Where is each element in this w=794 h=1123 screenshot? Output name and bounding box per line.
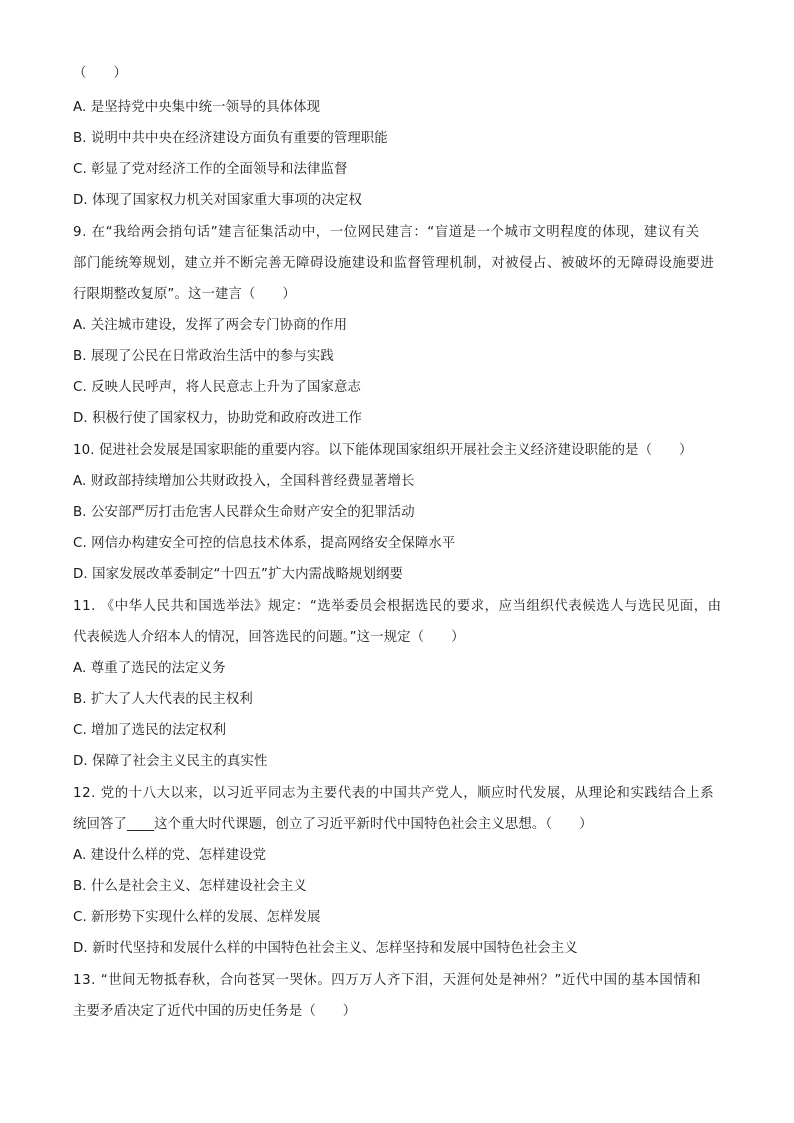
q11-option-b: B. 扩大了人大代表的民主权利 (73, 692, 253, 707)
q12-option-b: B. 什么是社会主义、怎样建设社会主义 (73, 879, 307, 894)
q10-option-a: A. 财政部持续增加公共财政投入，全国科普经费显著增长 (73, 474, 415, 489)
q13-stem-line-2: 主要矛盾决定了近代中国的历史任务是（ ） (73, 1004, 357, 1019)
q8-stem-tail: （ ） (73, 66, 127, 81)
q10-option-c: C. 网信办构建安全可控的信息技术体系，提高网络安全保障水平 (73, 536, 456, 551)
q11-stem-line-2: 代表候选人介绍本人的情况，回答选民的问题。”这一规定（ ） (73, 630, 465, 645)
q8-option-d: D. 体现了国家权力机关对国家重大事项的决定权 (73, 193, 362, 208)
q11-option-d: D. 保障了社会主义民主的真实性 (73, 754, 268, 769)
q11-stem-line-1: 11. 《中华人民共和国选举法》规定：“选举委员会根据选民的要求，应当组织代表候选人与选民见面，由 (73, 599, 722, 614)
q13-stem-line-1: 13. “世间无物抵春秋，合向苍冥一哭休。四万万人齐下泪，天涯何处是神州？”近代中国的基本国情和 (73, 973, 702, 988)
q12-stem-line-1: 12. 党的十八大以来，以习近平同志为主要代表的中国共产党人，顺应时代发展，从理论和实践结合上系 (73, 786, 715, 801)
q12-option-d: D. 新时代坚持和发展什么样的中国特色社会主义、怎样坚持和发展中国特色社会主义 (73, 941, 578, 956)
q12-option-a: A. 建设什么样的党、怎样建设党 (73, 848, 267, 863)
q9-option-c: C. 反映人民呼声，将人民意志上升为了国家意志 (73, 380, 361, 395)
q8-option-b: B. 说明中共中央在经济建设方面负有重要的管理职能 (73, 131, 388, 146)
q9-stem-line-3: 行限期整改复原”。这一建言（ ） (73, 287, 296, 302)
q11-option-a: A. 尊重了选民的法定义务 (73, 661, 226, 676)
q12-option-c: C. 新形势下实现什么样的发展、怎样发展 (73, 910, 321, 925)
q9-option-a: A. 关注城市建设，发挥了两会专门协商的作用 (73, 318, 348, 333)
q10-stem-line-1: 10. 促进社会发展是国家职能的重要内容。以下能体现国家组织开展社会主义经济建设职能的是（ ） (73, 443, 693, 458)
q9-option-b: B. 展现了公民在日常政治生活中的参与实践 (73, 349, 334, 364)
q8-option-c: C. 彰显了党对经济工作的全面领导和法律监督 (73, 162, 348, 177)
q11-option-c: C. 增加了选民的法定权利 (73, 723, 227, 738)
q9-stem-line-1: 9. 在“我给两会捎句话”建言征集活动中，一位网民建言：“盲道是一个城市文明程度的体现，建议有关 (73, 225, 700, 240)
q8-option-a: A. 是坚持党中央集中统一领导的具体体现 (73, 100, 321, 115)
q9-stem-line-2: 部门能统筹规划，建立并不断完善无障碍设施建设和监督管理机制，对被侵占、被破坏的无障碍设施要进 (73, 256, 715, 271)
q10-option-d: D. 国家发展改革委制定“十四五”扩大内需战略规划纲要 (73, 567, 403, 582)
q9-option-d: D. 积极行使了国家权力，协助党和政府改进工作 (73, 411, 362, 426)
q12-stem-line-2: 统回答了____这个重大时代课题，创立了习近平新时代中国特色社会主义思想。（ ） (73, 817, 593, 832)
q10-option-b: B. 公安部严厉打击危害人民群众生命财产安全的犯罪活动 (73, 505, 415, 520)
